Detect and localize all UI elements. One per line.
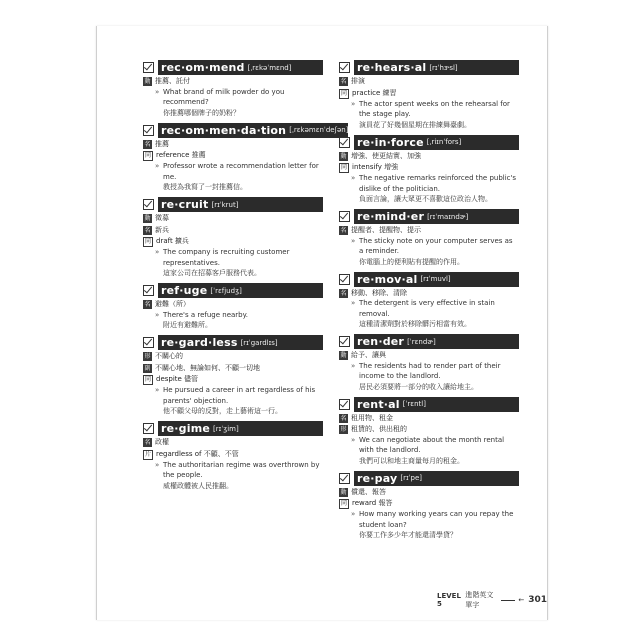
example-line bbox=[351, 99, 519, 120]
headword: re·mov·al bbox=[357, 272, 418, 286]
definition-text: regardless of 不顧、不管 bbox=[156, 449, 239, 458]
definition-text: 移動、移除、清除 bbox=[351, 288, 407, 297]
example-line bbox=[155, 247, 323, 268]
example-english: The residents had to render part of their income to the landlord. bbox=[359, 361, 501, 380]
part-of-speech-badge: 名 bbox=[340, 227, 347, 234]
definition-line bbox=[339, 413, 519, 424]
example-line bbox=[351, 236, 519, 257]
entry-rehearsal bbox=[339, 60, 519, 130]
checkbox-icon[interactable] bbox=[143, 62, 154, 73]
part-of-speech-badge: 名 bbox=[144, 301, 151, 308]
definition-text: 推薦 bbox=[155, 139, 169, 148]
example-line bbox=[155, 310, 323, 321]
bullet-arrow-icon: » bbox=[155, 310, 160, 319]
dictionary-page bbox=[96, 26, 548, 620]
entry-head bbox=[143, 60, 323, 75]
headword-bar bbox=[158, 283, 323, 298]
example-english: The company is recruiting customer representatives. bbox=[163, 248, 290, 267]
definition-line bbox=[143, 225, 323, 236]
definition-line bbox=[339, 288, 519, 299]
part-of-speech-badge: 同 bbox=[144, 152, 151, 159]
checkbox-icon[interactable] bbox=[339, 137, 350, 148]
entry-head bbox=[339, 272, 519, 287]
footer-level: LEVEL 5 bbox=[437, 592, 461, 608]
entry-head bbox=[143, 283, 323, 298]
part-of-speech-badge: 動 bbox=[340, 488, 347, 496]
headword-bar bbox=[158, 60, 323, 75]
example-english: How many working years can you repay the student loan? bbox=[359, 510, 514, 529]
example-line bbox=[155, 460, 323, 481]
example-chinese: 教授為我寫了一封推薦信。 bbox=[163, 183, 247, 191]
pronunciation: [rɪˈhɝsl] bbox=[429, 63, 458, 72]
entry-recommendation bbox=[143, 123, 349, 193]
example-line bbox=[351, 509, 519, 530]
headword: re·gard·less bbox=[161, 336, 238, 349]
part-of-speech-badge: 名 bbox=[340, 289, 347, 297]
example-english: Professor wrote a recommendation letter for me. bbox=[163, 162, 319, 181]
part-of-speech-badge: 同 bbox=[340, 89, 347, 97]
entry-recruit bbox=[143, 197, 323, 278]
definition-line bbox=[143, 449, 323, 460]
definition-line bbox=[143, 363, 323, 374]
headword-bar bbox=[354, 334, 519, 349]
definition-text: 排演 bbox=[351, 77, 365, 85]
definition-line bbox=[339, 88, 519, 99]
bullet-arrow-icon: » bbox=[351, 299, 356, 307]
bullet-arrow-icon: » bbox=[155, 460, 160, 469]
checkbox-icon[interactable] bbox=[339, 274, 350, 285]
entry-head bbox=[339, 397, 519, 412]
headword: re·cruit bbox=[161, 198, 209, 211]
definition-line bbox=[143, 351, 323, 362]
example-chinese: 負面言論，讓大眾更不喜歡這位政治人物。 bbox=[359, 195, 492, 203]
definition-line bbox=[339, 162, 519, 173]
checkbox-icon[interactable] bbox=[143, 337, 154, 348]
pronunciation: [ˌriɪnˈfors] bbox=[426, 138, 462, 146]
headword-bar bbox=[158, 421, 323, 436]
part-of-speech-badge: 名 bbox=[144, 226, 151, 234]
headword: re·mind·er bbox=[357, 210, 425, 223]
arrow-left-icon: ← bbox=[518, 596, 525, 604]
definition-line bbox=[339, 498, 519, 509]
definition-text: 推薦、託付 bbox=[155, 77, 190, 85]
definition-text: 不關心地、無論如何、不顧一切地 bbox=[155, 363, 260, 372]
headword: re·gime bbox=[161, 422, 211, 435]
footer-rule bbox=[501, 600, 515, 601]
bullet-arrow-icon: » bbox=[155, 87, 160, 96]
example-chinese: 你電腦上的便利貼有提醒的作用。 bbox=[359, 257, 464, 266]
example-chinese: 這家公司在招募客戶服務代表。 bbox=[163, 269, 261, 277]
part-of-speech-badge: 副 bbox=[144, 364, 151, 372]
page-number: 301 bbox=[528, 595, 547, 605]
pronunciation: [rɪˈʒim] bbox=[213, 424, 239, 433]
page-footer bbox=[437, 590, 547, 610]
entry-head bbox=[339, 135, 519, 150]
part-of-speech-badge: 動 bbox=[340, 152, 347, 160]
part-of-speech-badge: 名 bbox=[144, 439, 151, 446]
headword-bar bbox=[354, 60, 519, 75]
example-line bbox=[351, 361, 519, 382]
definition-text: 避難（所） bbox=[155, 300, 190, 308]
part-of-speech-badge: 動 bbox=[144, 215, 151, 222]
definition-text: 租賃的、供出租的 bbox=[351, 425, 407, 433]
part-of-speech-badge: 形 bbox=[144, 353, 151, 360]
definition-line bbox=[143, 299, 323, 310]
pronunciation: [rɪˈmuvl] bbox=[420, 275, 451, 283]
headword: re·in·force bbox=[357, 135, 424, 149]
checkbox-icon[interactable] bbox=[339, 473, 350, 484]
definition-text: 新兵 bbox=[155, 225, 169, 234]
pronunciation: [rɪˈpe] bbox=[400, 474, 423, 482]
example-chinese: 居民必須要將一部分的收入讓給地主。 bbox=[359, 382, 478, 391]
example-english: The detergent is very effective in stain removal. bbox=[359, 299, 495, 318]
example-chinese: 你要工作多少年才能還清學貸？ bbox=[359, 531, 457, 539]
example-line bbox=[155, 87, 323, 108]
entry-regime bbox=[143, 421, 323, 491]
headword: rec·om·mend bbox=[161, 61, 245, 74]
pronunciation: [ˌrɛkəmɛnˈdeʃən] bbox=[289, 126, 349, 134]
headword-bar bbox=[354, 272, 519, 287]
part-of-speech-badge: 同 bbox=[144, 238, 151, 245]
example-english: The negative remarks reinforced the public's dislike of the politician. bbox=[359, 174, 517, 193]
bullet-arrow-icon: » bbox=[351, 236, 356, 245]
definition-line bbox=[143, 236, 323, 247]
checkbox-icon[interactable] bbox=[339, 399, 350, 410]
part-of-speech-badge: 同 bbox=[340, 164, 347, 171]
part-of-speech-badge: 名 bbox=[340, 414, 347, 422]
entry-head bbox=[143, 197, 323, 212]
definition-line bbox=[143, 437, 323, 448]
example-line bbox=[351, 173, 519, 194]
definition-line bbox=[339, 487, 519, 498]
definition-line bbox=[143, 213, 323, 224]
bullet-arrow-icon: » bbox=[351, 99, 356, 108]
part-of-speech-badge: 片 bbox=[144, 450, 151, 458]
part-of-speech-badge: 動 bbox=[340, 352, 347, 359]
definition-line bbox=[143, 76, 323, 87]
checkbox-icon[interactable] bbox=[143, 285, 154, 296]
example-chinese: 他不顧父母的反對，走上藝術這一行。 bbox=[163, 407, 282, 415]
part-of-speech-badge: 形 bbox=[340, 426, 347, 433]
example-chinese: 你推薦哪個牌子的奶粉？ bbox=[163, 108, 240, 117]
example-line bbox=[155, 385, 323, 406]
example-line bbox=[351, 435, 519, 456]
definition-text: 提醒者、提醒物、提示 bbox=[351, 226, 421, 234]
headword: re·hears·al bbox=[357, 61, 427, 74]
right-column bbox=[339, 60, 519, 545]
part-of-speech-badge: 動 bbox=[144, 78, 151, 85]
definition-text: 給予、讓與 bbox=[351, 351, 386, 359]
headword: rec·om·men·da·tion bbox=[161, 123, 287, 137]
example-english: The authoritarian regime was overthrown by the people. bbox=[163, 460, 320, 479]
definition-text: 租用物、租金 bbox=[351, 413, 393, 422]
checkbox-icon[interactable] bbox=[143, 125, 154, 136]
entry-reinforce bbox=[339, 135, 519, 205]
headword: rent·al bbox=[357, 397, 400, 411]
bullet-arrow-icon: » bbox=[155, 162, 160, 170]
definition-line bbox=[143, 139, 323, 150]
bullet-arrow-icon: » bbox=[351, 510, 356, 518]
headword-bar bbox=[158, 197, 323, 212]
entry-rental bbox=[339, 397, 519, 466]
bullet-arrow-icon: » bbox=[155, 386, 160, 394]
entry-head bbox=[339, 209, 519, 224]
definition-line bbox=[143, 150, 323, 161]
definition-line bbox=[339, 350, 519, 361]
headword-bar bbox=[354, 397, 519, 412]
example-chinese: 這種清潔劑對於移除髒污相當有效。 bbox=[359, 320, 471, 328]
bullet-arrow-icon: » bbox=[351, 435, 356, 444]
pronunciation: [ˈrɛndɚ] bbox=[407, 337, 436, 346]
pronunciation: [ˌrɛkəˈmɛnd] bbox=[247, 63, 292, 72]
example-chinese: 威權政體被人民推翻。 bbox=[163, 481, 233, 490]
entry-head bbox=[143, 335, 323, 350]
entry-head bbox=[339, 334, 519, 349]
definition-text: reference 推薦 bbox=[156, 151, 206, 159]
entry-repay bbox=[339, 471, 519, 541]
definition-text: 增強、使更結實、加強 bbox=[351, 151, 421, 160]
pronunciation: [ˈrɛfjudʒ] bbox=[210, 286, 242, 295]
left-column bbox=[143, 60, 349, 496]
headword: re·pay bbox=[357, 471, 398, 485]
headword-bar bbox=[158, 123, 348, 138]
checkbox-icon[interactable] bbox=[339, 62, 350, 73]
example-chinese: 附近有避難所。 bbox=[163, 321, 212, 329]
definition-text: 不關心的 bbox=[155, 352, 183, 360]
example-english: He pursued a career in art regardless of his parents' objection. bbox=[163, 386, 316, 405]
checkbox-icon[interactable] bbox=[143, 199, 154, 210]
checkbox-icon[interactable] bbox=[339, 211, 350, 222]
entry-head bbox=[339, 471, 519, 486]
part-of-speech-badge: 名 bbox=[144, 140, 151, 148]
example-chinese: 演員花了好幾個星期在排練舞臺劇。 bbox=[359, 120, 471, 129]
pronunciation: [rɪˈgardlɪs] bbox=[240, 338, 278, 347]
entry-head bbox=[339, 60, 519, 75]
headword: ren·der bbox=[357, 335, 405, 348]
pronunciation: [rɪˈmaɪndɚ] bbox=[427, 212, 469, 221]
definition-text: practice 練習 bbox=[352, 88, 397, 97]
example-english: The actor spent weeks on the rehearsal for the stage play. bbox=[359, 99, 510, 118]
entry-removal bbox=[339, 272, 519, 330]
definition-line bbox=[143, 374, 323, 385]
headword-bar bbox=[354, 209, 519, 224]
bullet-arrow-icon: » bbox=[155, 248, 160, 256]
example-english: We can negotiate about the month rental with the landlord. bbox=[359, 435, 505, 454]
definition-line bbox=[339, 424, 519, 435]
entry-head bbox=[143, 123, 349, 138]
example-english: The sticky note on your computer serves as a reminder. bbox=[359, 236, 513, 255]
definition-text: 償還、報答 bbox=[351, 487, 386, 496]
definition-text: 政權 bbox=[155, 438, 169, 446]
example-english: There's a refuge nearby. bbox=[163, 310, 248, 319]
bullet-arrow-icon: » bbox=[351, 174, 356, 182]
bullet-arrow-icon: » bbox=[351, 361, 356, 370]
headword-bar bbox=[354, 471, 519, 486]
example-chinese: 我們可以和地主商量每月的租金。 bbox=[359, 456, 464, 465]
entry-recommend bbox=[143, 60, 323, 118]
definition-line bbox=[339, 225, 519, 236]
checkbox-icon[interactable] bbox=[339, 336, 350, 347]
definition-text: draft 擴兵 bbox=[156, 237, 189, 245]
part-of-speech-badge: 同 bbox=[144, 376, 151, 383]
headword-bar bbox=[354, 135, 519, 150]
entry-refuge bbox=[143, 283, 323, 330]
definition-text: reward 報答 bbox=[352, 499, 393, 507]
entry-head bbox=[143, 421, 323, 436]
entry-regardless bbox=[143, 335, 323, 416]
checkbox-icon[interactable] bbox=[143, 423, 154, 434]
example-line bbox=[351, 298, 519, 319]
example-english: What brand of milk powder do you recommend? bbox=[163, 87, 285, 106]
entry-render bbox=[339, 334, 519, 392]
example-line bbox=[155, 161, 323, 182]
pronunciation: [rɪˈkrut] bbox=[211, 200, 239, 209]
definition-text: despite 儘管 bbox=[156, 375, 199, 383]
headword-bar bbox=[158, 335, 323, 350]
part-of-speech-badge: 同 bbox=[340, 500, 347, 507]
pronunciation: [ˈrɛntl] bbox=[402, 400, 426, 408]
footer-title: 進階英文單字 bbox=[465, 591, 494, 609]
headword: ref·uge bbox=[161, 284, 208, 297]
entry-reminder bbox=[339, 209, 519, 267]
part-of-speech-badge: 名 bbox=[340, 78, 347, 85]
definition-text: intensify 增強 bbox=[352, 163, 399, 171]
definition-text: 徵募 bbox=[155, 214, 169, 222]
definition-line bbox=[339, 76, 519, 87]
definition-line bbox=[339, 151, 519, 162]
